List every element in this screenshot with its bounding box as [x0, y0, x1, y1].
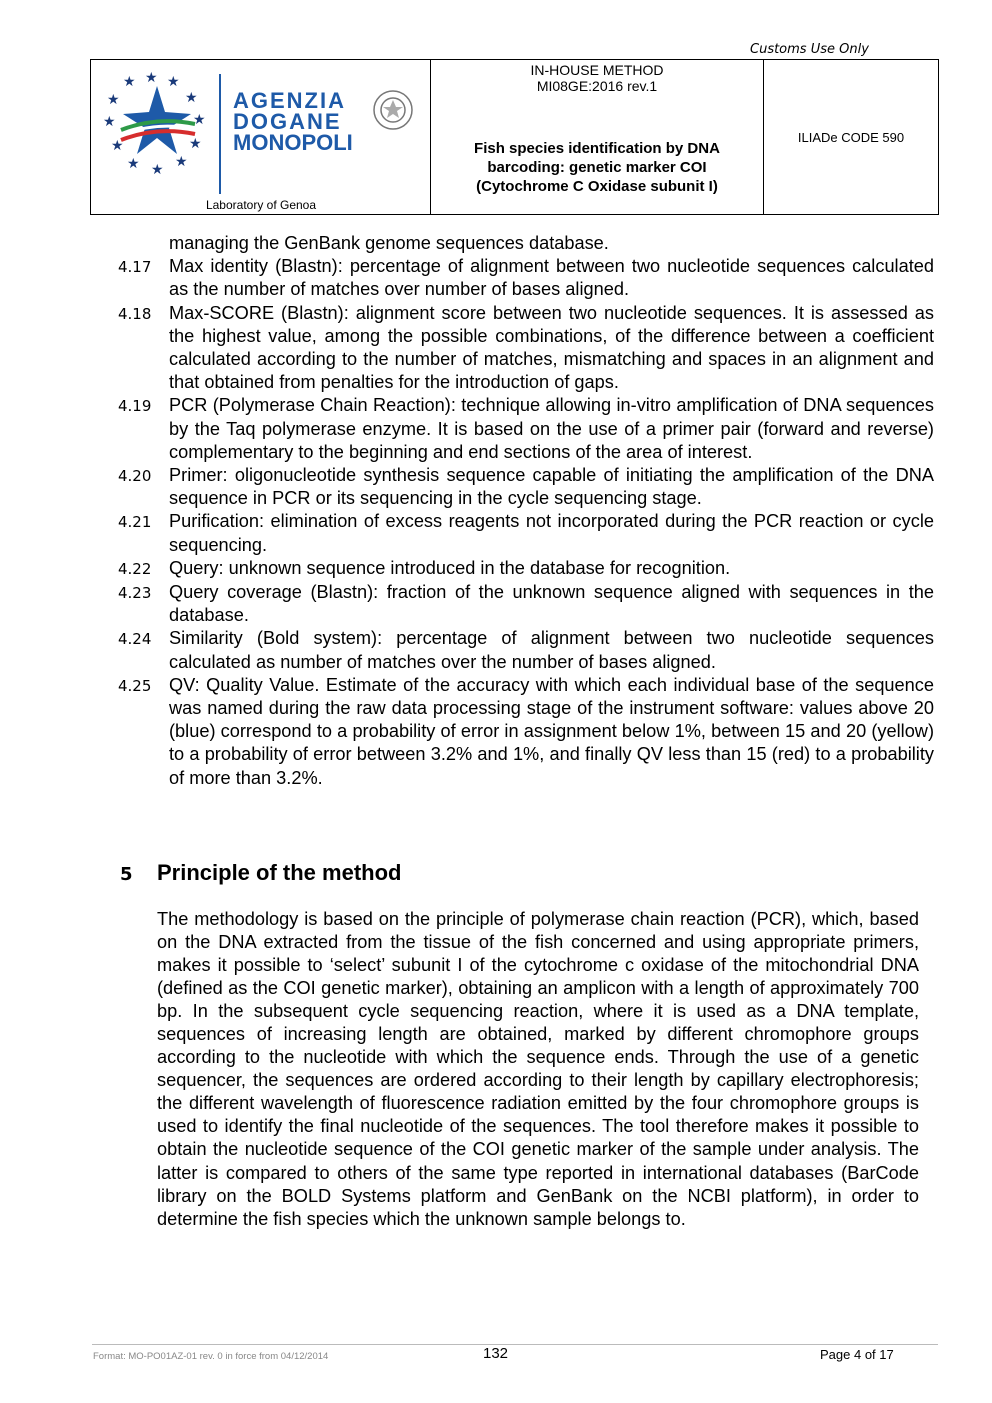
iliade-code: ILIADe CODE 590: [797, 129, 905, 145]
header-code-cell: [764, 60, 938, 214]
svg-text:★: ★: [175, 153, 188, 169]
definition-item: [118, 557, 934, 581]
method-title-line-1: Fish species identification by DNA: [474, 140, 720, 157]
definition-item: [118, 581, 934, 627]
republic-emblem-icon: [374, 91, 412, 129]
definition-continuation: managing the GenBank genome sequences database.: [169, 233, 609, 253]
agency-name: [233, 90, 353, 153]
definition-text: Max-SCORE (Blastn): alignment score between two nucleotide sequences. It is assessed as the highest value, among the possible combinations, of the difference between a coefficient calculated according to the number of matches, mismatching and spaces in an alignment and that obtained from penalties for the introduction of gaps.: [169, 302, 934, 393]
section-body: The methodology is based on the principle of polymerase chain reaction (PCR), which, based on the DNA extracted from the tissue of the fish concerned and using appropriate primers, makes it possible to ‘select’ subunit I of the cytochrome c oxidase of the mitochondrial DNA (defined as the COI genetic marker), obtaining an amplicon with a length of approximately 700 bp. In the subsequent cycle sequencing reaction, where it is used as a DNA template, sequences of increasing length are obtained, marked by different chromophore groups according to the nucleotide with which the sequence ends. Through the use of a genetic sequencer, the sequences are ordered according to their length by capillary electrophoresis; the different wavelength of fluorescence radiation emitted by the four chromophore groups is used to identify the final nucleotide of the sequences. The tool therefore makes it possible to obtain the nucleotide sequence of the COI genetic marker of the sample under analysis. The latter is compared to others of the same type reported in international databases (BarCode library on the BOLD Systems platform and GenBank on the NCBI platform), in order to determine the fish species which the unknown sample belongs to.: [157, 909, 919, 1229]
header-logo-cell: [91, 60, 431, 214]
method-title-line-3: (Cytochrome C Oxidase subunit I): [476, 178, 718, 195]
definition-text: PCR (Polymerase Chain Reaction): technique allowing in-vitro amplification of DNA sequences by the Taq polymerase enzyme. It is based on the use of a primer pair (forward and reverse) complementary to the beginning and end sections of the area of interest.: [169, 395, 934, 462]
svg-text:★: ★: [127, 155, 140, 171]
definition-item: [118, 627, 934, 673]
footer-page-number: Page 4 of 17: [820, 1347, 894, 1362]
logo-line-dogane: DOGANE: [233, 109, 342, 134]
definition-number: 4.24: [118, 630, 152, 649]
definition-number: 4.17: [118, 258, 152, 277]
definition-item: [118, 464, 934, 510]
svg-text:★: ★: [167, 73, 180, 89]
svg-text:★: ★: [151, 161, 164, 177]
svg-text:★: ★: [193, 111, 206, 127]
definition-number: 4.21: [118, 513, 152, 532]
customs-use-note: Customs Use Only: [750, 42, 869, 57]
svg-text:★: ★: [145, 69, 158, 85]
svg-text:★: ★: [107, 91, 120, 107]
svg-text:★: ★: [111, 137, 124, 153]
section-title: Principle of the method: [157, 860, 402, 885]
definition-number: 4.23: [118, 584, 152, 603]
definition-text: Primer: oligonucleotide synthesis sequence capable of initiating the amplification of the DNA sequence in PCR or its sequencing in the cycle sequencing stage.: [169, 465, 934, 509]
svg-text:★: ★: [185, 89, 198, 105]
svg-text:★: ★: [189, 135, 202, 151]
svg-text:★: ★: [103, 113, 116, 129]
section-number: 5: [120, 864, 133, 885]
definition-item: [118, 510, 934, 556]
definitions-list: [118, 232, 934, 790]
laboratory-label: Laboratory of Genoa: [205, 198, 317, 212]
header-method-cell: [431, 60, 764, 214]
definition-number: 4.22: [118, 559, 152, 578]
definition-text: Max identity (Blastn): percentage of alignment between two nucleotide sequences calculated as the number of matches over number of bases aligned.: [169, 256, 934, 300]
definition-number: 4.25: [118, 676, 152, 695]
method-title-line-2: barcoding: genetic marker COI: [487, 159, 707, 176]
definition-number: 4.19: [118, 397, 152, 416]
header-table: [90, 59, 939, 215]
definition-text: Query coverage (Blastn): fraction of the unknown sequence aligned with sequences in the database.: [169, 582, 934, 626]
svg-text:★: ★: [123, 73, 136, 89]
definition-item: [118, 674, 934, 790]
definition-item: [118, 255, 934, 301]
logo-line-monopoli: MONOPOLI: [233, 130, 353, 155]
method-code: MI08GE:2016 rev.1: [536, 78, 658, 94]
section-heading: [120, 860, 401, 886]
method-type: IN-HOUSE METHOD: [530, 62, 664, 78]
logo-line-agenzia: AGENZIA: [233, 88, 346, 113]
definition-text: Query: unknown sequence introduced in the database for recognition.: [169, 557, 731, 578]
footer-center-number: 132: [483, 1345, 509, 1362]
definition-item: [118, 394, 934, 464]
definition-text: QV: Quality Value. Estimate of the accuracy with which each individual base of the sequence was named during the raw data processing stage of the instrument software: values above 20 (blue) correspond to a probability of error in assignment below 1%, between 15 and 20 (yellow) to a probability of error between 3.2% and 1%, and finally QV less than 15 (red) to a probability of more than 3.2%.: [169, 674, 934, 788]
definition-text: Purification: elimination of excess reagents not incorporated during the PCR reaction or cycle sequencing.: [169, 511, 934, 555]
definition-item: [118, 302, 934, 395]
definition-number: 4.20: [118, 467, 152, 486]
method-title: [431, 139, 763, 196]
definition-number: 4.18: [118, 304, 152, 323]
footer-format: Format: MO-PO01AZ-01 rev. 0 in force from 04/12/2014: [93, 1351, 329, 1362]
footer-divider: [92, 1344, 938, 1345]
definition-text: Similarity (Bold system): percentage of alignment between two nucleotide sequences calculated as number of matches over the number of bases aligned.: [169, 628, 934, 672]
